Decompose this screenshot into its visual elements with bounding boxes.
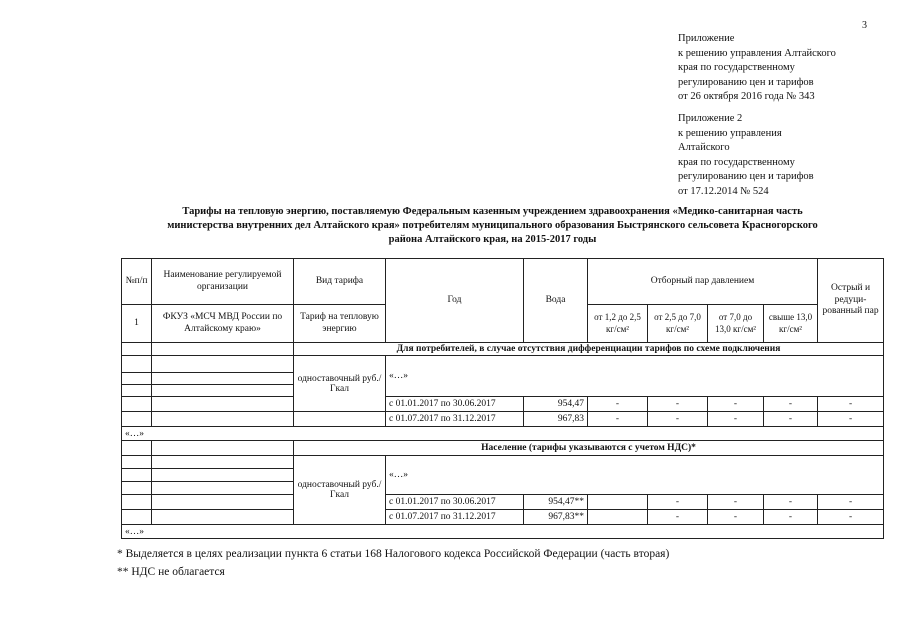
section-1-rate: одноставочный руб./Гкал: [294, 356, 386, 412]
steam-1-value: [588, 495, 648, 510]
sharp-steam-value: -: [818, 412, 884, 427]
section-2-title: Население (тарифы указываются с учетом НДС)*: [294, 441, 884, 456]
steam-4-value: -: [764, 397, 818, 412]
tariff-table: [121, 258, 884, 539]
steam-4-value: -: [764, 412, 818, 427]
appendix-2-line: регулированию цен и тарифов: [678, 171, 814, 183]
section-2-rate: одноставочный руб./Гкал: [294, 456, 386, 525]
steam-3-value: -: [708, 412, 764, 427]
header-steam: Отборный пар давлением: [588, 259, 818, 305]
title-line: района Алтайского края, на 2015-2017 годы: [388, 234, 597, 245]
page-number: 3: [862, 20, 867, 31]
footnotes: [117, 546, 669, 581]
period-cell: с 01.07.2017 по 31.12.2017: [386, 412, 524, 427]
appendix-1-block: [678, 32, 836, 105]
appendix-2-block: [678, 112, 814, 200]
appendix-2-line: к решению управления: [678, 127, 782, 139]
row-1-num: 1: [122, 305, 152, 343]
footnote-vat-allocation: * Выделяется в целях реализации пункта 6 статьи 168 Налогового кодекса Российской Федерации (часть вторая): [117, 548, 670, 560]
empty-cell: [122, 441, 152, 456]
period-cell: с 01.01.2017 по 30.06.2017: [386, 495, 524, 510]
empty-cell: [294, 412, 386, 427]
appendix-1-line: края по государственному: [678, 62, 795, 74]
steam-3-value: -: [708, 397, 764, 412]
footnote-vat-exempt: ** НДС не облагается: [117, 565, 225, 578]
steam-2-value: -: [648, 412, 708, 427]
empty-cell: [122, 343, 152, 356]
empty-cell: [122, 510, 152, 525]
appendix-1-line: к решению управления Алтайского: [678, 47, 836, 59]
period-cell: с 01.07.2017 по 31.12.2017: [386, 510, 524, 525]
water-value: 967,83: [524, 412, 588, 427]
empty-cell: [122, 397, 152, 412]
empty-cell: [152, 469, 294, 482]
empty-cell: [152, 482, 294, 495]
steam-2-value: -: [648, 495, 708, 510]
water-value: 954,47: [524, 397, 588, 412]
empty-cell: [152, 397, 294, 412]
section-1-title: Для потребителей, в случае отсутствия дифференциации тарифов по схеме подключения: [294, 343, 884, 356]
header-steam-1: от 1,2 до 2,5 кг/см²: [588, 305, 648, 343]
water-value: 967,83**: [524, 510, 588, 525]
water-value: 954,47**: [524, 495, 588, 510]
appendix-1-line: от 26 октября 2016 года № 343: [678, 91, 815, 103]
sharp-steam-value: -: [818, 397, 884, 412]
steam-3-value: -: [708, 510, 764, 525]
steam-4-value: -: [764, 495, 818, 510]
empty-cell: [152, 495, 294, 510]
empty-cell: [152, 356, 294, 373]
steam-1-value: -: [588, 397, 648, 412]
header-steam-4: свыше 13,0 кг/см²: [764, 305, 818, 343]
header-year: Год: [386, 259, 524, 343]
header-tariff-type: Вид тарифа: [294, 259, 386, 305]
header-num: №п/п: [122, 259, 152, 305]
appendix-2-line: Алтайского: [678, 142, 730, 154]
empty-cell: [152, 385, 294, 397]
steam-4-value: -: [764, 510, 818, 525]
title-line: министерства внутренних дел Алтайского края» потребителям муниципального образования Быстрянского сельсовета Красногорского: [167, 220, 818, 231]
appendix-2-line: Приложение 2: [678, 113, 743, 124]
row-1-org: ФКУЗ «МСЧ МВД России по Алтайскому краю»: [152, 305, 294, 343]
section-2-ellipsis: «…»: [386, 456, 884, 495]
steam-3-value: -: [708, 495, 764, 510]
empty-cell: [122, 385, 152, 397]
empty-cell: [152, 343, 294, 356]
empty-cell: [122, 356, 152, 373]
steam-2-value: -: [648, 510, 708, 525]
steam-2-value: -: [648, 397, 708, 412]
header-steam-3: от 7,0 до 13,0 кг/см²: [708, 305, 764, 343]
ellipsis-row: «…»: [122, 427, 884, 441]
appendix-1-line: Приложение: [678, 33, 735, 44]
empty-cell: [122, 373, 152, 385]
empty-cell: [152, 456, 294, 469]
row-1-tariff-type: Тариф на тепловую энергию: [294, 305, 386, 343]
appendix-2-line: края по государственному: [678, 156, 795, 168]
appendix-2-line: от 17.12.2014 № 524: [678, 185, 769, 197]
empty-cell: [122, 495, 152, 510]
sharp-steam-value: -: [818, 495, 884, 510]
section-1-ellipsis: «…»: [386, 356, 884, 397]
empty-cell: [152, 373, 294, 385]
empty-cell: [122, 469, 152, 482]
header-steam-2: от 2,5 до 7,0 кг/см²: [648, 305, 708, 343]
steam-1-value: [588, 510, 648, 525]
header-org: Наименование регулируемой организации: [152, 259, 294, 305]
empty-cell: [122, 412, 152, 427]
empty-cell: [152, 412, 294, 427]
empty-cell: [122, 482, 152, 495]
header-sharp-steam: Острый и редуци-рованный пар: [818, 259, 884, 343]
sharp-steam-value: -: [818, 510, 884, 525]
empty-cell: [152, 441, 294, 456]
ellipsis-row: «…»: [122, 525, 884, 539]
period-cell: с 01.01.2017 по 30.06.2017: [386, 397, 524, 412]
empty-cell: [152, 510, 294, 525]
steam-1-value: -: [588, 412, 648, 427]
document-title: [120, 205, 865, 247]
header-water: Вода: [524, 259, 588, 343]
empty-cell: [122, 456, 152, 469]
title-line: Тарифы на тепловую энергию, поставляемую Федеральным казенным учреждением здравоохранения «Медико-санитарная часть: [182, 206, 803, 217]
appendix-1-line: регулированию цен и тарифов: [678, 76, 814, 88]
